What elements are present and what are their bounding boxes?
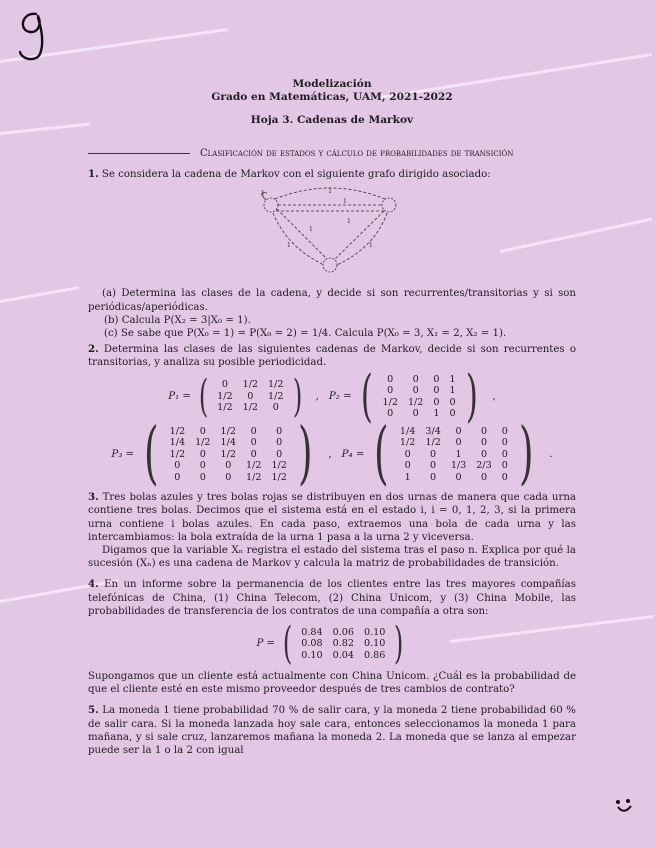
- matrix-cell: 1/2: [169, 448, 186, 460]
- problem-3-cont: Digamos que la variable Xₙ registra el estado del sistema tras el paso n. Explica por qué la sucesión (Xₙ) es una cadena de Markov y calcula la matriz de probabilidades de transición.: [88, 544, 576, 570]
- problem-text: En un informe sobre la permanencia de los clientes entre las tres mayores compañías telefónicas de China, (1) China Telecom, (2) China Unicom, y (3) China Mobile, las probabilidades de transferencia de los contratos de una compañía a otra son:: [88, 579, 576, 617]
- matrix-row: [296, 638, 390, 650]
- matrix-cell: 0: [199, 425, 206, 437]
- matrix-row: [395, 426, 513, 438]
- matrix-cell: 0: [480, 448, 488, 460]
- matrix-row: [395, 472, 513, 484]
- matrix-cell: 1/2: [407, 396, 424, 408]
- matrix-cell: 1/2: [245, 460, 262, 472]
- matrix-cell: 0: [501, 448, 508, 460]
- matrix-row: [296, 627, 390, 639]
- matrix-row: [395, 449, 513, 461]
- matrix-cell: 0: [387, 385, 394, 397]
- matrix-cell: 1/2: [271, 460, 287, 472]
- matrix-cell: 0: [430, 471, 437, 483]
- graph-label: 1: [343, 198, 347, 206]
- matrix-cell: 3/4: [425, 425, 441, 437]
- matrix-cell: 1/2: [242, 402, 259, 414]
- right-paren: ): [465, 363, 478, 429]
- graph-node-2: [382, 198, 396, 212]
- problem-number: 2.: [88, 343, 99, 356]
- matrix-cell: 0: [501, 460, 508, 472]
- matrix-cell: 1/2: [220, 425, 236, 437]
- graph-label: 1: [287, 242, 291, 250]
- matrix-cell: 0: [455, 425, 462, 437]
- matrix-cell: 0.86: [364, 649, 386, 661]
- matrix-cell: 1/2: [425, 437, 441, 449]
- matrix-P3: [111, 414, 318, 494]
- matrix-cell: 0: [412, 408, 419, 420]
- matrix-cell: 1/2: [220, 448, 236, 460]
- matrix-cell: 0: [199, 471, 206, 483]
- matrix-cell: 0: [250, 425, 257, 437]
- problem-number: 4.: [88, 578, 99, 591]
- problem-text: Tres bolas azules y tres bolas rojas se distribuyen en dos urnas de manera que cada urna contiene tres bolas. Decimos que el sistema está en el estado i, i = 0, 1, 2, 3, si la primera urna contiene i bolas azules. En cada paso, extraemos una bola de cada urna y las intercambiamos: la bola extraída de la urna 1 pasa a la urna 2 y viceversa.: [88, 492, 576, 543]
- matrix-label: P₁ =: [168, 391, 191, 403]
- matrix-row-3: [88, 617, 576, 669]
- matrix-cell: 1/2: [271, 471, 287, 483]
- matrix-P4: [341, 414, 540, 494]
- matrix-cell: 1/2: [382, 396, 398, 408]
- matrix-cell: 1: [455, 448, 462, 460]
- left-paren: (: [198, 370, 209, 422]
- matrix-cell: 0.06: [332, 626, 354, 638]
- graph-label: 1: [309, 226, 313, 234]
- matrix-row: [165, 460, 292, 472]
- matrix-cell: 0: [430, 448, 437, 460]
- matrix-cell: 0: [455, 437, 462, 449]
- matrix-table: [378, 374, 461, 420]
- graph-node-1: [264, 198, 278, 212]
- separator: ,: [492, 391, 496, 403]
- separator: .: [549, 448, 553, 460]
- matrix-label: P₄ =: [341, 448, 365, 460]
- matrix-cell: 1/2: [268, 390, 284, 402]
- matrix-P1: [168, 370, 305, 422]
- matrix-cell: 0: [412, 373, 419, 385]
- left-paren: (: [144, 414, 159, 494]
- problem-1-c: (c) Se sabe que P(X₀ = 1) = P(X₀ = 2) = 1/4. Calcula P(X₀ = 3, X₁ = 2, X₂ = 1).: [104, 328, 507, 340]
- matrix-cell: 1/2: [169, 425, 186, 437]
- matrix-row-2: [88, 414, 576, 494]
- graph-label: 1: [369, 242, 373, 250]
- right-paren: ): [394, 617, 404, 669]
- problem-4: [88, 578, 576, 618]
- matrix-row: [395, 460, 513, 472]
- matrix-cell: 0: [433, 373, 440, 385]
- matrix-row: [165, 449, 292, 461]
- matrix-table: [212, 379, 288, 414]
- matrix-cell: 1/4: [399, 425, 416, 437]
- exercise-sheet: [88, 78, 576, 757]
- matrix-cell: 0: [221, 379, 228, 391]
- matrix-cell: 0: [449, 408, 456, 420]
- matrix-cell: 1/2: [217, 402, 233, 414]
- problem-number: 3.: [88, 491, 99, 504]
- matrix-cell: 0: [276, 448, 283, 460]
- matrix-row: [212, 391, 288, 403]
- matrix-cell: 0.10: [364, 626, 386, 638]
- matrix-table: [165, 426, 292, 484]
- problem-3: [88, 491, 576, 544]
- matrix-cell: 0.10: [301, 649, 323, 661]
- paper-streak: [0, 123, 90, 135]
- matrix-cell: 0: [455, 471, 462, 483]
- problem-4-cont: Supongamos que un cliente está actualmente con China Unicom. ¿Cuál es la probabilidad de que el cliente esté en este mismo proveedor después de tres cambios de contrato?: [88, 670, 576, 696]
- matrix-cell: 0: [276, 425, 283, 437]
- matrix-cell: 0: [480, 471, 488, 483]
- matrix-cell: 1: [449, 373, 456, 385]
- matrix-table: [296, 627, 390, 662]
- graph-edge: [335, 211, 384, 259]
- matrix-cell: 0: [272, 402, 279, 414]
- matrix-row: [296, 650, 390, 662]
- left-paren: (: [282, 617, 293, 669]
- section-heading: [88, 147, 576, 160]
- matrix-label: P₃ =: [111, 448, 135, 460]
- left-paren: (: [374, 414, 389, 494]
- matrix-label: P =: [256, 638, 276, 650]
- problem-text: Determina las clases de las siguientes cadenas de Markov, decide si son recurrentes o transitorias, y analiza su posible periodicidad.: [88, 344, 576, 369]
- matrix-row: [212, 402, 288, 414]
- matrix-cell: 1/2: [268, 379, 284, 391]
- matrix-row: [165, 426, 292, 438]
- matrix-cell: 0.84: [301, 626, 323, 638]
- right-paren: ): [518, 414, 534, 494]
- matrix-cell: 0: [225, 471, 232, 483]
- matrix-cell: 0: [501, 437, 508, 449]
- matrix-cell: 1/2: [245, 471, 262, 483]
- matrix-cell: 0: [433, 385, 440, 397]
- course-title: Modelización: [292, 78, 372, 90]
- matrix-cell: 0: [174, 471, 181, 483]
- matrix-cell: 0: [247, 390, 254, 402]
- matrix-cell: 0: [387, 373, 394, 385]
- markov-graph: [257, 187, 407, 277]
- matrix-cell: 1/4: [220, 437, 236, 449]
- matrix-cell: 0: [387, 408, 394, 420]
- matrix-row: [378, 408, 461, 420]
- matrix-cell: 0: [449, 396, 456, 408]
- matrix-row: [165, 472, 292, 484]
- matrix-cell: 0: [199, 460, 206, 472]
- matrix-cell: 0: [501, 425, 508, 437]
- left-paren: (: [360, 363, 373, 429]
- matrix-cell: 1: [404, 471, 411, 483]
- matrix-cell: 0: [433, 396, 440, 408]
- problem-number: 1.: [88, 168, 99, 181]
- matrix-cell: 0: [430, 460, 437, 472]
- matrix-cell: 1/2: [195, 437, 211, 449]
- right-paren: ): [292, 370, 302, 422]
- matrix-cell: 1: [433, 408, 440, 420]
- matrix-cell: 0: [250, 448, 257, 460]
- graph-label: 1: [261, 190, 265, 198]
- problem-1: [88, 168, 576, 181]
- matrix-cell: 0: [480, 425, 488, 437]
- matrix-cell: 0: [174, 460, 181, 472]
- graph-edge: [277, 209, 327, 259]
- matrix-row: [395, 437, 513, 449]
- matrix-cell: 2/3: [476, 460, 492, 472]
- matrix-row: [212, 379, 288, 391]
- g-scribble-icon: [12, 8, 52, 64]
- matrix-row: [378, 374, 461, 386]
- matrix-cell: 0.04: [332, 649, 354, 661]
- graph-edge: [337, 213, 387, 265]
- graph-label: 1: [347, 218, 351, 226]
- matrix-cell: 0: [250, 437, 257, 449]
- sheet-title: Hoja 3. Cadenas de Markov: [250, 114, 414, 126]
- matrix-cell: 1/2: [242, 379, 259, 391]
- problem-text: La moneda 1 tiene probabilidad 70 % de salir cara, y la moneda 2 tiene probabilidad 60 % de salir cara. Si la moneda lanzada hoy sale cara, entonces seleccionamos la moneda 1 para mañana, y si sale cruz, lanzaremos mañana la moneda 2. La moneda que se lanza al empezar puede ser la 1 o la 2 con igual: [88, 705, 576, 756]
- matrix-cell: 0.82: [332, 638, 354, 650]
- matrix-P: [256, 617, 407, 669]
- problem-number: 5.: [88, 704, 99, 717]
- matrix-row-1: [88, 363, 576, 429]
- paper-streak: [0, 286, 79, 303]
- problem-2: [88, 343, 576, 369]
- smile-scribble-icon: [614, 798, 636, 816]
- graph-node-3: [323, 258, 337, 272]
- separator: ,: [315, 391, 319, 403]
- problem-1-b: (b) Calcula P(X₂ = 3|X₀ = 1).: [104, 314, 251, 326]
- matrix-cell: 0.08: [301, 638, 323, 650]
- matrix-row: [378, 397, 461, 409]
- right-paren: ): [297, 414, 313, 494]
- matrix-cell: 0: [501, 471, 508, 483]
- graph-label: 1: [328, 188, 332, 196]
- matrix-cell: 0: [404, 448, 411, 460]
- matrix-cell: 0: [412, 385, 419, 397]
- section-title: Clasificación de estados y cálculo de probabilidades de transición: [200, 148, 514, 159]
- matrix-cell: 0: [480, 437, 488, 449]
- matrix-cell: 1: [449, 385, 456, 397]
- problem-1-a: (a) Determina las clases de la cadena, y decide si son recurrentes/transitorias y si son periódicas/aperiódicas.: [88, 288, 576, 313]
- separator: ,: [328, 448, 332, 460]
- matrix-cell: 0: [225, 460, 232, 472]
- matrix-cell: 0: [199, 448, 206, 460]
- matrix-cell: 1/2: [399, 437, 416, 449]
- matrix-table: [395, 426, 513, 484]
- matrix-cell: 1/3: [450, 460, 467, 472]
- matrix-cell: 1/2: [217, 390, 233, 402]
- matrix-cell: 1/4: [169, 437, 186, 449]
- problem-text: Se considera la cadena de Markov con el siguiente grafo dirigido asociado:: [101, 169, 491, 181]
- matrix-row: [165, 437, 292, 449]
- problem-5: [88, 704, 576, 757]
- matrix-cell: 0: [276, 437, 283, 449]
- course-subtitle: Grado en Matemáticas, UAM, 2021-2022: [211, 91, 453, 103]
- matrix-P2: [328, 363, 483, 429]
- matrix-cell: 0.10: [364, 638, 386, 650]
- graph-edge: [273, 213, 324, 265]
- matrix-cell: 0: [404, 460, 411, 472]
- matrix-label: P₂ =: [328, 391, 352, 403]
- matrix-row: [378, 385, 461, 397]
- section-rule: [88, 153, 190, 154]
